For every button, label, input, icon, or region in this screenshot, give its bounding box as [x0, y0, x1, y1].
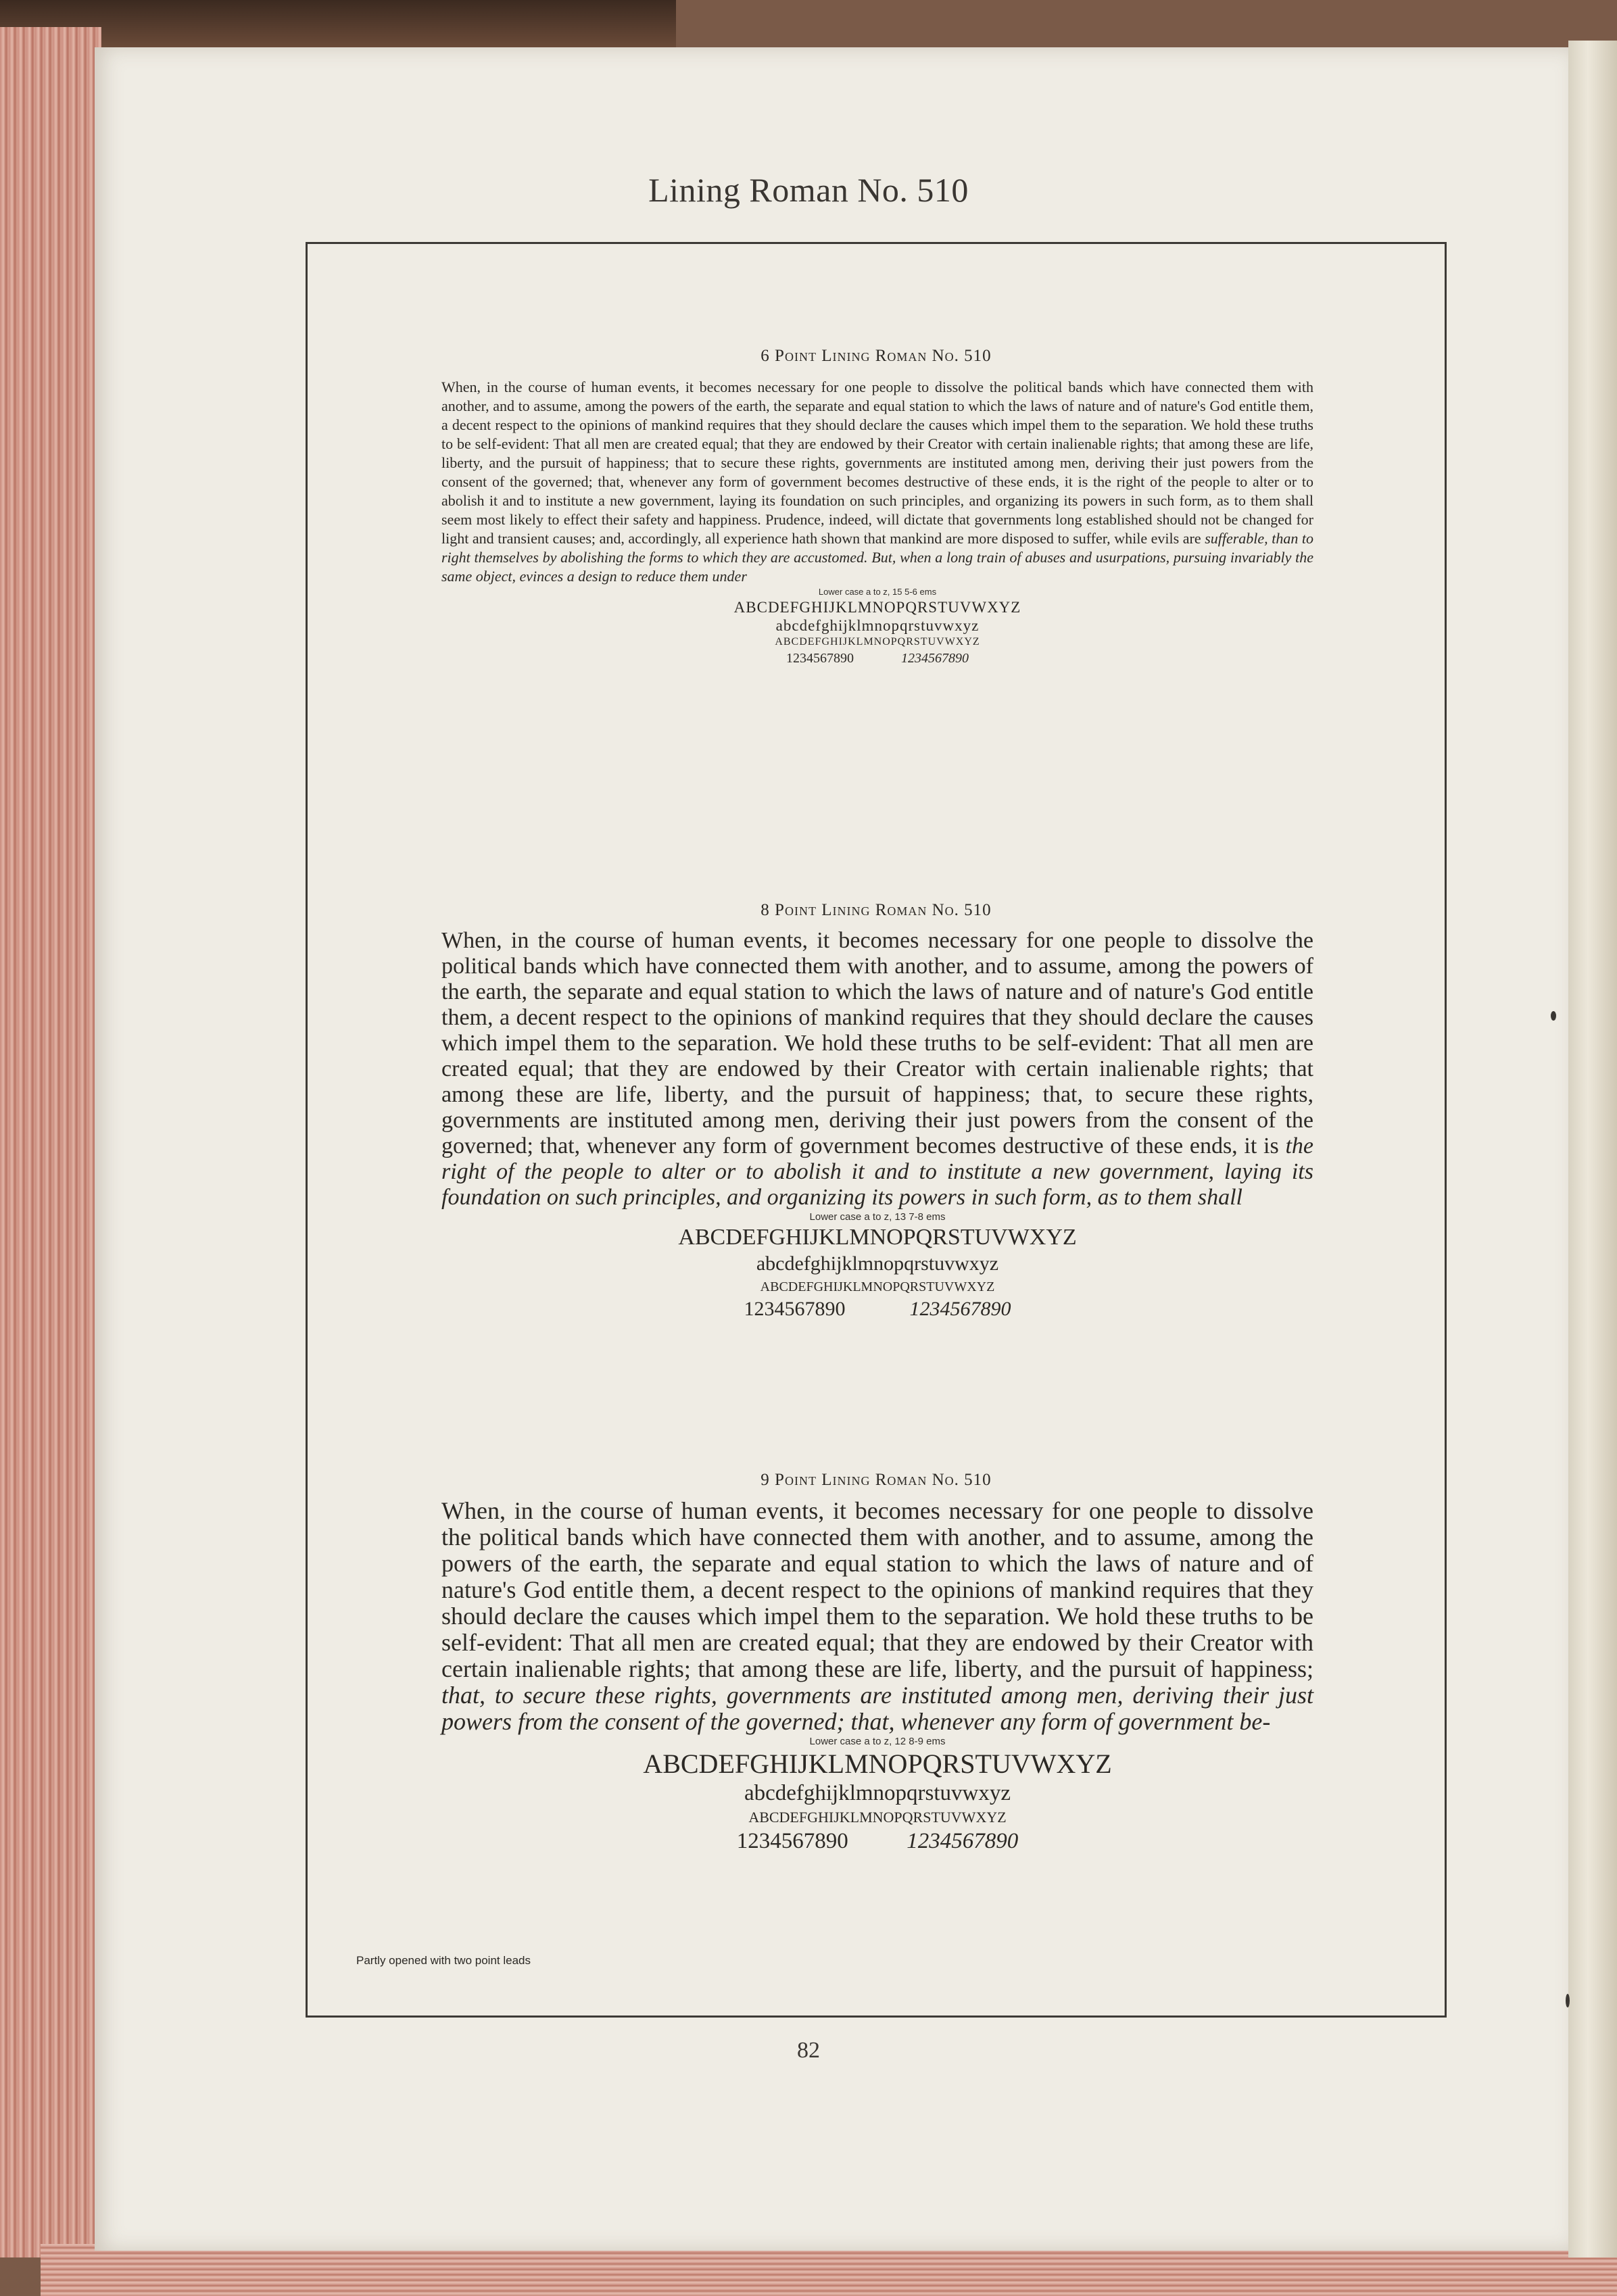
book-page-edges	[0, 27, 101, 2257]
book-top-edge	[0, 0, 676, 47]
caption: Lower case a to z, 15 5-6 ems	[818, 587, 937, 597]
section-title: 9 Point Lining Roman No. 510	[761, 1471, 992, 1489]
lowercase-alphabet: abcdefghijklmnopqrstuvwxyz	[756, 1252, 999, 1275]
specimen-8-point	[308, 901, 1445, 1320]
book-bottom-edge	[41, 2244, 1617, 2296]
small-caps-alphabet: ABCDEFGHIJKLMNOPQRSTUVWXYZ	[760, 1279, 995, 1294]
figures	[441, 1297, 1313, 1321]
caption: Lower case a to z, 13 7-8 ems	[809, 1211, 946, 1223]
specimen-text	[441, 378, 1313, 667]
section-title: 8 Point Lining Roman No. 510	[761, 901, 992, 919]
caption: Lower case a to z, 12 8-9 ems	[809, 1736, 946, 1747]
lowercase-alphabet: abcdefghijklmnopqrstuvwxyz	[744, 1781, 1011, 1805]
italic-paragraph: the right of the people to alter or to abolish it and to institute a new government, laying its foundation on such principles, and organizing its powers in such form, as to them shall	[441, 1133, 1313, 1210]
figures-roman: 1234567890	[786, 651, 854, 666]
specimen-text	[441, 928, 1313, 1321]
specimen-frame	[306, 242, 1447, 2018]
running-head: Lining Roman No. 510	[648, 171, 969, 209]
page-number: 82	[797, 2038, 820, 2063]
italic-paragraph: that, to secure these rights, governments are instituted among men, deriving their just powers from the consent of the governed; that, whenever any form of government be-	[441, 1682, 1313, 1735]
specimen-6-point	[308, 347, 1445, 666]
small-caps-alphabet: ABCDEFGHIJKLMNOPQRSTUVWXYZ	[775, 636, 980, 648]
roman-paragraph: When, in the course of human events, it becomes necessary for one people to dissolve the political bands which have connected them with another, and to assume, among the powers of the earth, the separate and equal station to which the laws of nature and of nature's God entitle them, a decent respect to the opinions of mankind requires that they should declare the causes which impel them to the separation. We hold these truths to be self-evident: That all men are created equal; that they are endowed by their Creator with certain inalienable rights; that among these are life, liberty, and the pursuit of happiness;	[441, 1497, 1313, 1682]
figures-italic: 1234567890	[907, 1829, 1019, 1853]
italic-paragraph: sufferable, than to right themselves by abolishing the forms to which they are accustomed. But, when a long train of abuses and usurpations, pursuing invariably the same object, evinces a design to reduce them under	[441, 530, 1314, 585]
uppercase-alphabet: ABCDEFGHIJKLMNOPQRSTUVWXYZ	[733, 599, 1021, 616]
facing-page-edge	[1568, 41, 1617, 2257]
footnote: Partly opened with two point leads	[356, 1954, 531, 1967]
uppercase-alphabet: ABCDEFGHIJKLMNOPQRSTUVWXYZ	[643, 1749, 1112, 1779]
ink-speck	[1566, 1994, 1570, 2007]
small-caps-alphabet: ABCDEFGHIJKLMNOPQRSTUVWXYZ	[748, 1809, 1007, 1826]
ink-speck	[1551, 1011, 1556, 1021]
figures	[441, 650, 1313, 667]
figures-roman: 1234567890	[736, 1829, 848, 1853]
specimen-text	[441, 1498, 1313, 1854]
figures-italic: 1234567890	[909, 1298, 1011, 1320]
figures	[441, 1828, 1313, 1854]
figures-italic: 1234567890	[901, 651, 969, 666]
lowercase-alphabet: abcdefghijklmnopqrstuvwxyz	[775, 617, 980, 634]
roman-paragraph: When, in the course of human events, it becomes necessary for one people to dissolve the political bands which have connected them with another, and to assume, among the powers of the earth, the separate and equal station to which the laws of nature and of nature's God entitle them, a decent respect to the opinions of mankind requires that they should declare the causes which impel them to the separation. We hold these truths to be self-evident: That all men are created equal; that they are endowed by their Creator with certain inalienable rights; that among these are life, liberty, and the pursuit of happiness; that to secure these rights, governments are instituted among men, deriving their just powers from the consent of the governed; that, whenever any form of government becomes destructive of these ends, it is the right of the people to alter or to abolish it and to institute a new government, laying its foundation on such principles, and organizing its powers in such form, as to them shall seem most likely to effect their safety and happiness. Prudence, indeed, will dictate that governments long established should not be changed for light and transient causes; and, accordingly, all experience hath shown that mankind are more disposed to suffer, while evils are	[441, 378, 1313, 547]
uppercase-alphabet: ABCDEFGHIJKLMNOPQRSTUVWXYZ	[678, 1225, 1077, 1250]
figures-roman: 1234567890	[744, 1298, 846, 1320]
specimen-9-point	[308, 1471, 1445, 1853]
section-title: 6 Point Lining Roman No. 510	[761, 347, 992, 365]
roman-paragraph: When, in the course of human events, it becomes necessary for one people to dissolve the political bands which have connected them with another, and to assume, among the powers of the earth, the separate and equal station to which the laws of nature and of nature's God entitle them, a decent respect to the opinions of mankind requires that they should declare the causes which impel them to the separation. We hold these truths to be self-evident: That all men are created equal; that they are endowed by their Creator with certain inalienable rights; that among these are life, liberty, and the pursuit of happiness; that, to secure these rights, governments are instituted among men, deriving their just powers from the consent of the governed; that, whenever any form of government becomes destructive of these ends, it is	[441, 928, 1313, 1158]
